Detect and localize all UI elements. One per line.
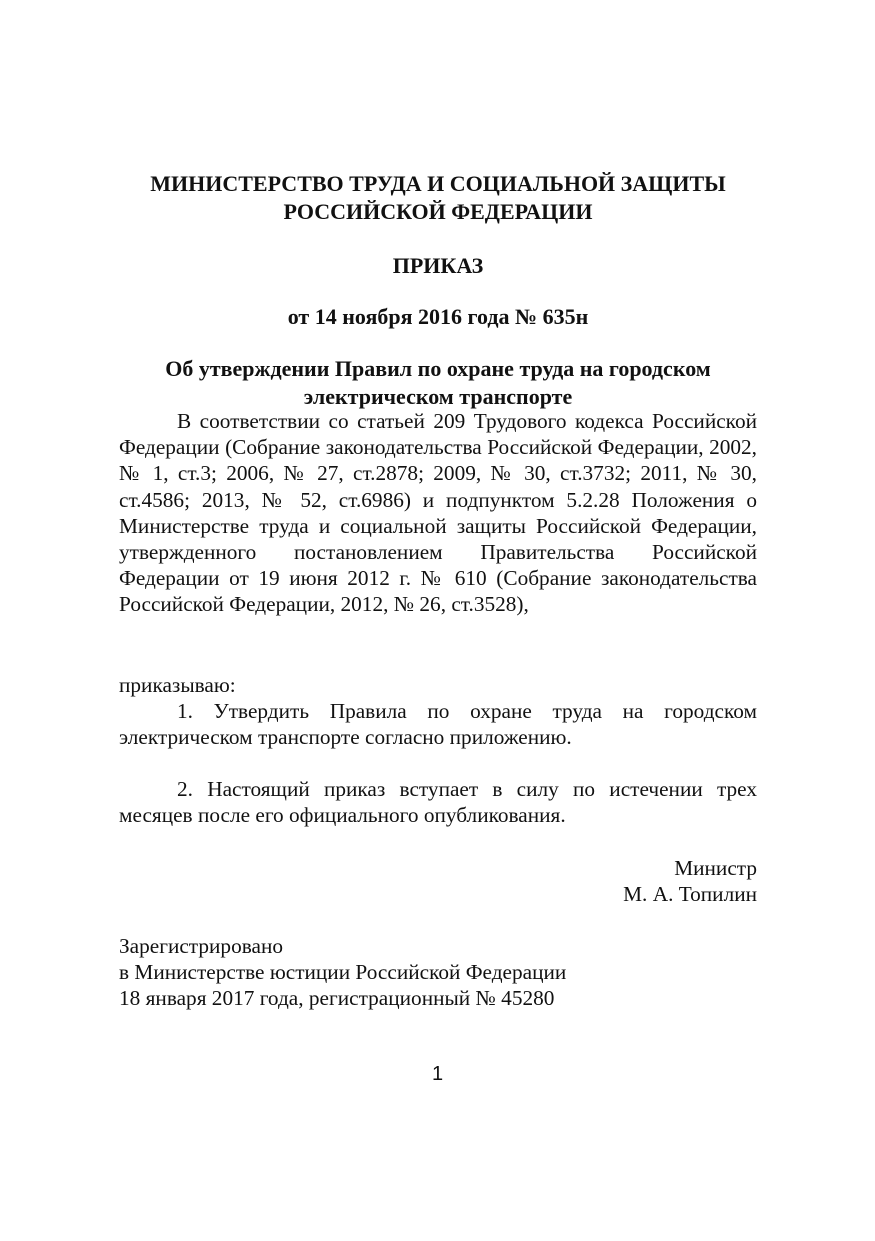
order-directive: приказываю: [119,673,236,697]
signature-block [119,855,757,907]
registration-line1: Зарегистрировано [119,934,283,958]
registration-line2: в Министерстве юстиции Российской Федерации [119,960,567,985]
order-title [119,355,757,411]
ministry-name-line2: РОССИЙСКОЙ ФЕДЕРАЦИИ [283,199,593,224]
ministry-name [119,170,757,226]
registration-line3: 18 января 2017 года, регистрационный № 45280 [119,986,555,1011]
signatory-name: М. А. Топилин [623,882,757,907]
order-item-2: 2. Настоящий приказ вступает в силу по истечении трех месяцев после его официального опубликования. [119,777,757,828]
order-date: от 14 ноября 2016 года № 635н [287,304,589,329]
page-number: 1 [431,1063,444,1085]
signatory-position: Министр [674,856,757,880]
registration-block [119,933,757,1012]
preamble-paragraph: В соответствии со статьей 209 Трудового кодекса Российской Федерации (Собрание законодательства Российской Федерации, 2002, № 1, ст.3; 2006, № 27, ст.2878; 2009, № 30, ст.3732; 2011, № 30, ст.4586; 2013, № 52, ст.6986) и подпунктом 5.2.28 Положения о Министерстве труда и социальной защиты Российской Федерации, утвержденного постановлением Правительства Российской Федерации от 19 июня 2012 г. № 610 (Собрание законодательства Российской Федерации, 2012, № 26, ст.3528), [119,409,757,617]
order-title-line2: электрическом транспорте [303,384,573,409]
order-title-line1: Об утверждении Правил по охране труда на городском [165,356,711,381]
ministry-name-line1: МИНИСТЕРСТВО ТРУДА И СОЦИАЛЬНОЙ ЗАЩИТЫ [150,171,726,196]
order-item-1: 1. Утвердить Правила по охране труда на городском электрическом транспорте согласно приложению. [119,699,757,750]
order-heading: ПРИКАЗ [392,253,484,278]
